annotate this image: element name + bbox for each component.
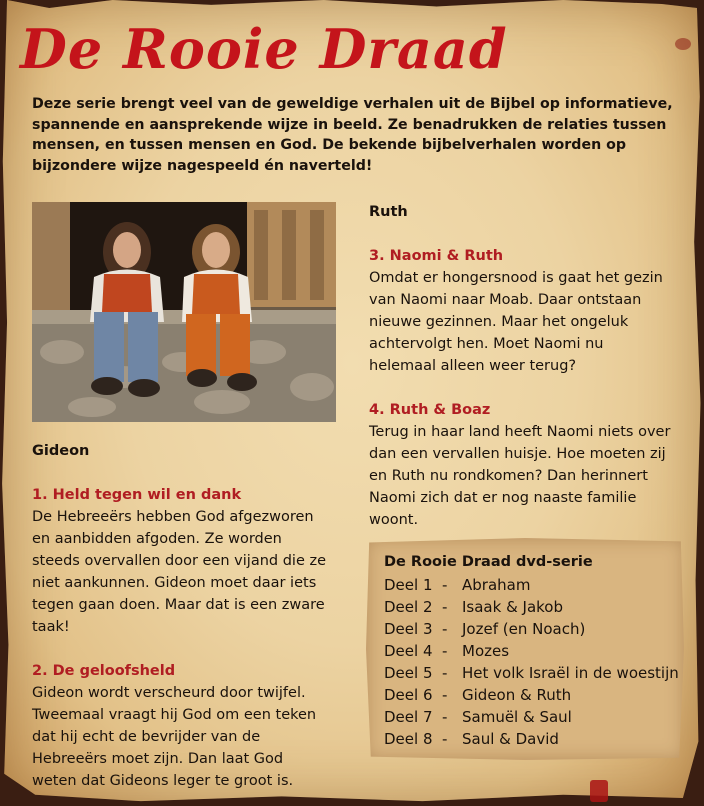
dvd-separator: - — [442, 730, 448, 748]
dvd-deel-name: Abraham — [462, 576, 531, 594]
actors-photo — [32, 202, 336, 422]
dvd-deel-name: Jozef (en Noach) — [462, 620, 586, 638]
dvd-list-item — [384, 596, 679, 618]
dvd-deel-name: Mozes — [462, 642, 510, 660]
dvd-deel-label: Deel 3 — [384, 620, 433, 638]
dvd-separator: - — [442, 598, 448, 616]
dvd-deel-label: Deel 7 — [384, 708, 433, 726]
dvd-deel-name: Het volk Israël in de woestijn — [462, 664, 679, 682]
section-heading: 2. De geloofsheld — [32, 663, 176, 679]
actors-photo-illustration — [32, 202, 336, 422]
dvd-list-item — [384, 662, 679, 684]
dvd-list-item — [384, 618, 679, 640]
dvd-deel-label: Deel 4 — [384, 642, 433, 660]
intro-paragraph: Deze serie brengt veel van de geweldige verhalen uit de Bijbel op informatieve, spannende en aansprekende wijze in beeld. Ze benadrukken de relaties tussen mensen, en tussen mensen en God. De bekende bijbelverhalen worden op bijzondere wijze nagespeeld én naverteld! — [32, 96, 673, 174]
dvd-separator: - — [442, 642, 448, 660]
page-title: De Rooie Draad — [20, 17, 508, 81]
story-title-ruth: Ruth — [369, 204, 408, 220]
dvd-separator: - — [442, 576, 448, 594]
dvd-separator: - — [442, 708, 448, 726]
dvd-list-item — [384, 706, 679, 728]
dvd-list-item — [384, 728, 679, 750]
dvd-deel-label: Deel 8 — [384, 730, 433, 748]
dvd-deel-label: Deel 6 — [384, 686, 433, 704]
section-heading: 4. Ruth & Boaz — [369, 402, 491, 418]
section-text: De Hebreeërs hebben God afgezworen en aanbidden afgoden. Ze worden steeds overvallen door een vijand die ze niet aankunnen. Gideon moet daar iets tegen gaan doen. Maar dat is een zware taak! — [32, 509, 327, 635]
dvd-list-item — [384, 640, 679, 662]
dvd-deel-label: Deel 2 — [384, 598, 433, 616]
dvd-deel-name: Saul & David — [462, 730, 559, 748]
dvd-series-title: De Rooie Draad dvd-serie — [384, 554, 593, 570]
dvd-separator: - — [442, 620, 448, 638]
dvd-deel-label: Deel 1 — [384, 576, 433, 594]
dvd-separator: - — [442, 686, 448, 704]
gideon-column — [32, 440, 332, 792]
dvd-deel-name: Samuël & Saul — [462, 708, 572, 726]
dvd-deel-name: Gideon & Ruth — [462, 686, 572, 704]
ink-stain — [590, 780, 608, 802]
story-title-gideon: Gideon — [32, 443, 90, 459]
dvd-separator: - — [442, 664, 448, 682]
dvd-list-item — [384, 574, 679, 596]
dvd-series-list — [384, 574, 679, 750]
dvd-list-item — [384, 684, 679, 706]
section-text: Gideon wordt verscheurd door twijfel. Tweemaal vraagt hij God om een teken dat hij echt de bevrijder van de Hebreeërs moet zijn. Dan laat God weten dat Gideons leger te groot is. — [32, 685, 317, 789]
dvd-deel-label: Deel 5 — [384, 664, 433, 682]
section-text: Terug in haar land heeft Naomi niets over dan een vervallen huisje. Hoe moeten zij en Ruth nu rondkomen? Dan herinnert Naomi zich dat er nog naaste familie woont. — [369, 424, 671, 528]
section-heading: 1. Held tegen wil en dank — [32, 487, 242, 503]
dvd-deel-name: Isaak & Jakob — [462, 598, 564, 616]
ink-stain — [675, 38, 691, 50]
section-text: Omdat er hongersnood is gaat het gezin van Naomi naar Moab. Daar ontstaan nieuwe gezinnen. Maar het ongeluk achtervolgt hen. Moet Naomi nu helemaal alleen weer terug? — [369, 270, 663, 374]
ruth-column — [369, 201, 674, 531]
section-heading: 3. Naomi & Ruth — [369, 248, 504, 264]
